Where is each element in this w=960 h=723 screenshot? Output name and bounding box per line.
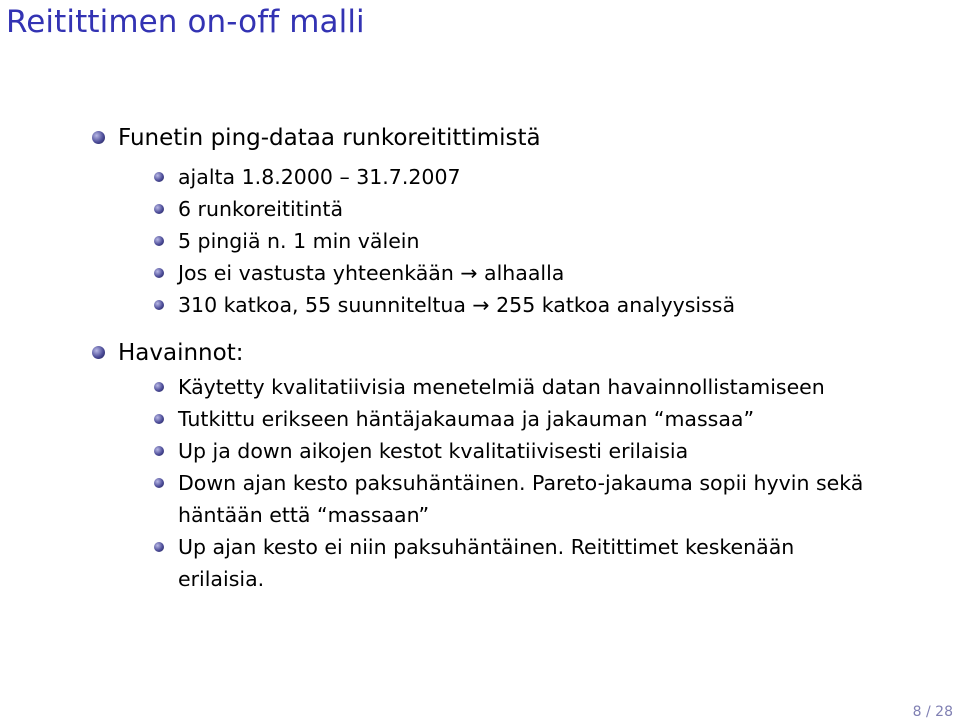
list-item-text: Up ja down aikojen kestot kvalitatiivisesti erilaisia <box>178 439 689 463</box>
list-item-text: 5 pingiä n. 1 min välein <box>178 229 420 253</box>
bullet-icon <box>154 542 164 552</box>
sub-list-ping-data <box>92 161 942 321</box>
bullet-icon <box>154 268 164 278</box>
section-heading-observations: Havainnot: <box>118 340 244 366</box>
list-item-text: Jos ei vastusta yhteenkään → alhaalla <box>178 261 565 285</box>
list-item <box>92 257 942 289</box>
list-item-text: 6 runkoreititintä <box>178 197 344 221</box>
bullet-icon <box>154 446 164 456</box>
list-item <box>92 336 942 370</box>
list-item <box>92 435 942 467</box>
bullet-icon <box>154 300 164 310</box>
list-item-text: Tutkittu erikseen häntäjakaumaa ja jakauman “massaa” <box>178 407 755 431</box>
page-number: 8 / 28 <box>912 704 953 720</box>
list-item-text: Up ajan kesto ei niin paksuhäntäinen. Reitittimet keskenään erilaisia. <box>178 535 795 591</box>
bullet-icon <box>92 346 105 359</box>
bullet-icon <box>154 478 164 488</box>
bullet-icon <box>154 414 164 424</box>
bullet-icon <box>154 172 164 182</box>
bullet-icon <box>154 204 164 214</box>
slide-title: Reitittimen on-off malli <box>6 4 365 40</box>
list-item-text: Käytetty kvalitatiivisia menetelmiä datan havainnollistamiseen <box>178 375 825 399</box>
list-item <box>92 467 878 531</box>
list-item <box>92 193 942 225</box>
bullet-list-ping-data <box>92 121 942 155</box>
list-item-text: 310 katkoa, 55 suunniteltua → 255 katkoa analyysissä <box>178 293 736 317</box>
list-item <box>92 161 942 193</box>
list-item <box>92 371 942 403</box>
list-item <box>92 289 942 321</box>
section-heading-ping-data: Funetin ping-dataa runkoreitittimistä <box>118 125 541 151</box>
bullet-icon <box>92 131 105 144</box>
bullet-icon <box>154 236 164 246</box>
list-item <box>92 531 878 595</box>
list-item-text: ajalta 1.8.2000 – 31.7.2007 <box>178 165 461 189</box>
list-item <box>92 225 942 257</box>
list-item <box>92 403 942 435</box>
sub-list-observations <box>92 371 942 595</box>
list-item <box>92 121 942 155</box>
bullet-list-observations <box>92 336 942 370</box>
list-item-text: Down ajan kesto paksuhäntäinen. Pareto-jakauma sopii hyvin sekä häntään että “massaan” <box>178 471 864 527</box>
bullet-icon <box>154 382 164 392</box>
